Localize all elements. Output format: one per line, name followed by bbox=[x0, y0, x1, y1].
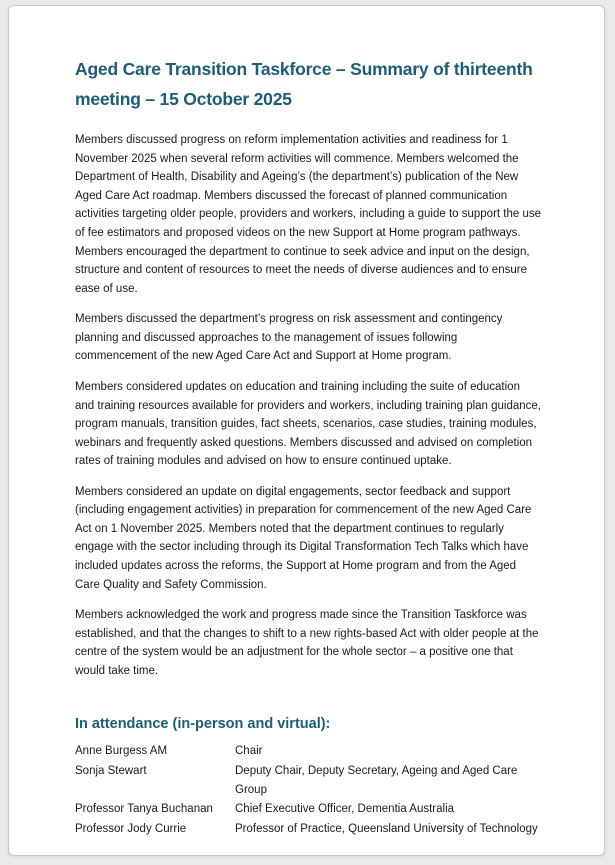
attendance-heading: In attendance (in-person and virtual): bbox=[75, 716, 331, 733]
attendee-name: Professor Jody Currie bbox=[75, 822, 187, 835]
document-page bbox=[8, 5, 605, 856]
attendee-name: Anne Burgess AM bbox=[75, 745, 168, 758]
body-paragraph: Members considered an update on digital engagements, sector feedback and support (including engagement activities) in preparation for commencement of the new Aged Care Act on 1 November 2025. Members noted that the department continues to regularly engage with the sector including through its Digital Transformation Tech Talks which have included updates across the reforms, the Support at Home program and from the Aged Care Quality and Safety Commission. bbox=[75, 485, 532, 591]
body-paragraph: Members discussed progress on reform implementation activities and readiness for 1 November 2025 when several reform activities will commence. Members welcomed the Department of Health, Disability and Ageing’s (the department’s) publication of the New Aged Care Act roadmap. Members discussed the forecast of planned communication activities targeting older people, providers and workers, including a guide to support the use of fee estimators and proposed videos on the new Support at Home program pathways. Members encouraged the department to continue to seek advice and input on the design, structure and content of resources to meet the needs of diverse audiences and to ensure ease of use. bbox=[75, 134, 542, 295]
attendee-name: Professor Tanya Buchanan bbox=[75, 803, 213, 816]
attendee-role: Chair bbox=[235, 745, 263, 758]
attendee-name: Sonja Stewart bbox=[75, 765, 147, 777]
body-paragraph: Members discussed the department’s progress on risk assessment and contingency planning and discussed approaches to the management of issues following commencement of the new Aged Care Act and Support at Home program. bbox=[75, 313, 503, 363]
document-title: Aged Care Transition Taskforce – Summary of thirteenth meeting – 15 October 2025 bbox=[75, 59, 533, 110]
attendee-role: Chief Executive Officer, Dementia Australia bbox=[235, 803, 455, 816]
attendance-table bbox=[75, 742, 542, 838]
body-paragraph: Members acknowledged the work and progress made since the Transition Taskforce was established, and that the changes to shift to a new rights-based Act with older people at the centre of the system would be an adjustment for the whole sector – a positive one that would take time. bbox=[75, 609, 539, 677]
body-paragraph: Members considered updates on education and training including the suite of education and training resources available for providers and workers, including training plan guidance, program manuals, transition guides, fact sheets, scenarios, case studies, training modules, webinars and frequently asked questions. Members discussed and advised on completion rates of training modules and advised on how to ensure continued uptake. bbox=[75, 380, 542, 468]
attendee-role: Deputy Chair, Deputy Secretary, Ageing and Aged Care Group bbox=[235, 765, 518, 796]
document-content bbox=[9, 6, 604, 839]
attendee-role: Professor of Practice, Queensland University of Technology bbox=[235, 822, 538, 835]
